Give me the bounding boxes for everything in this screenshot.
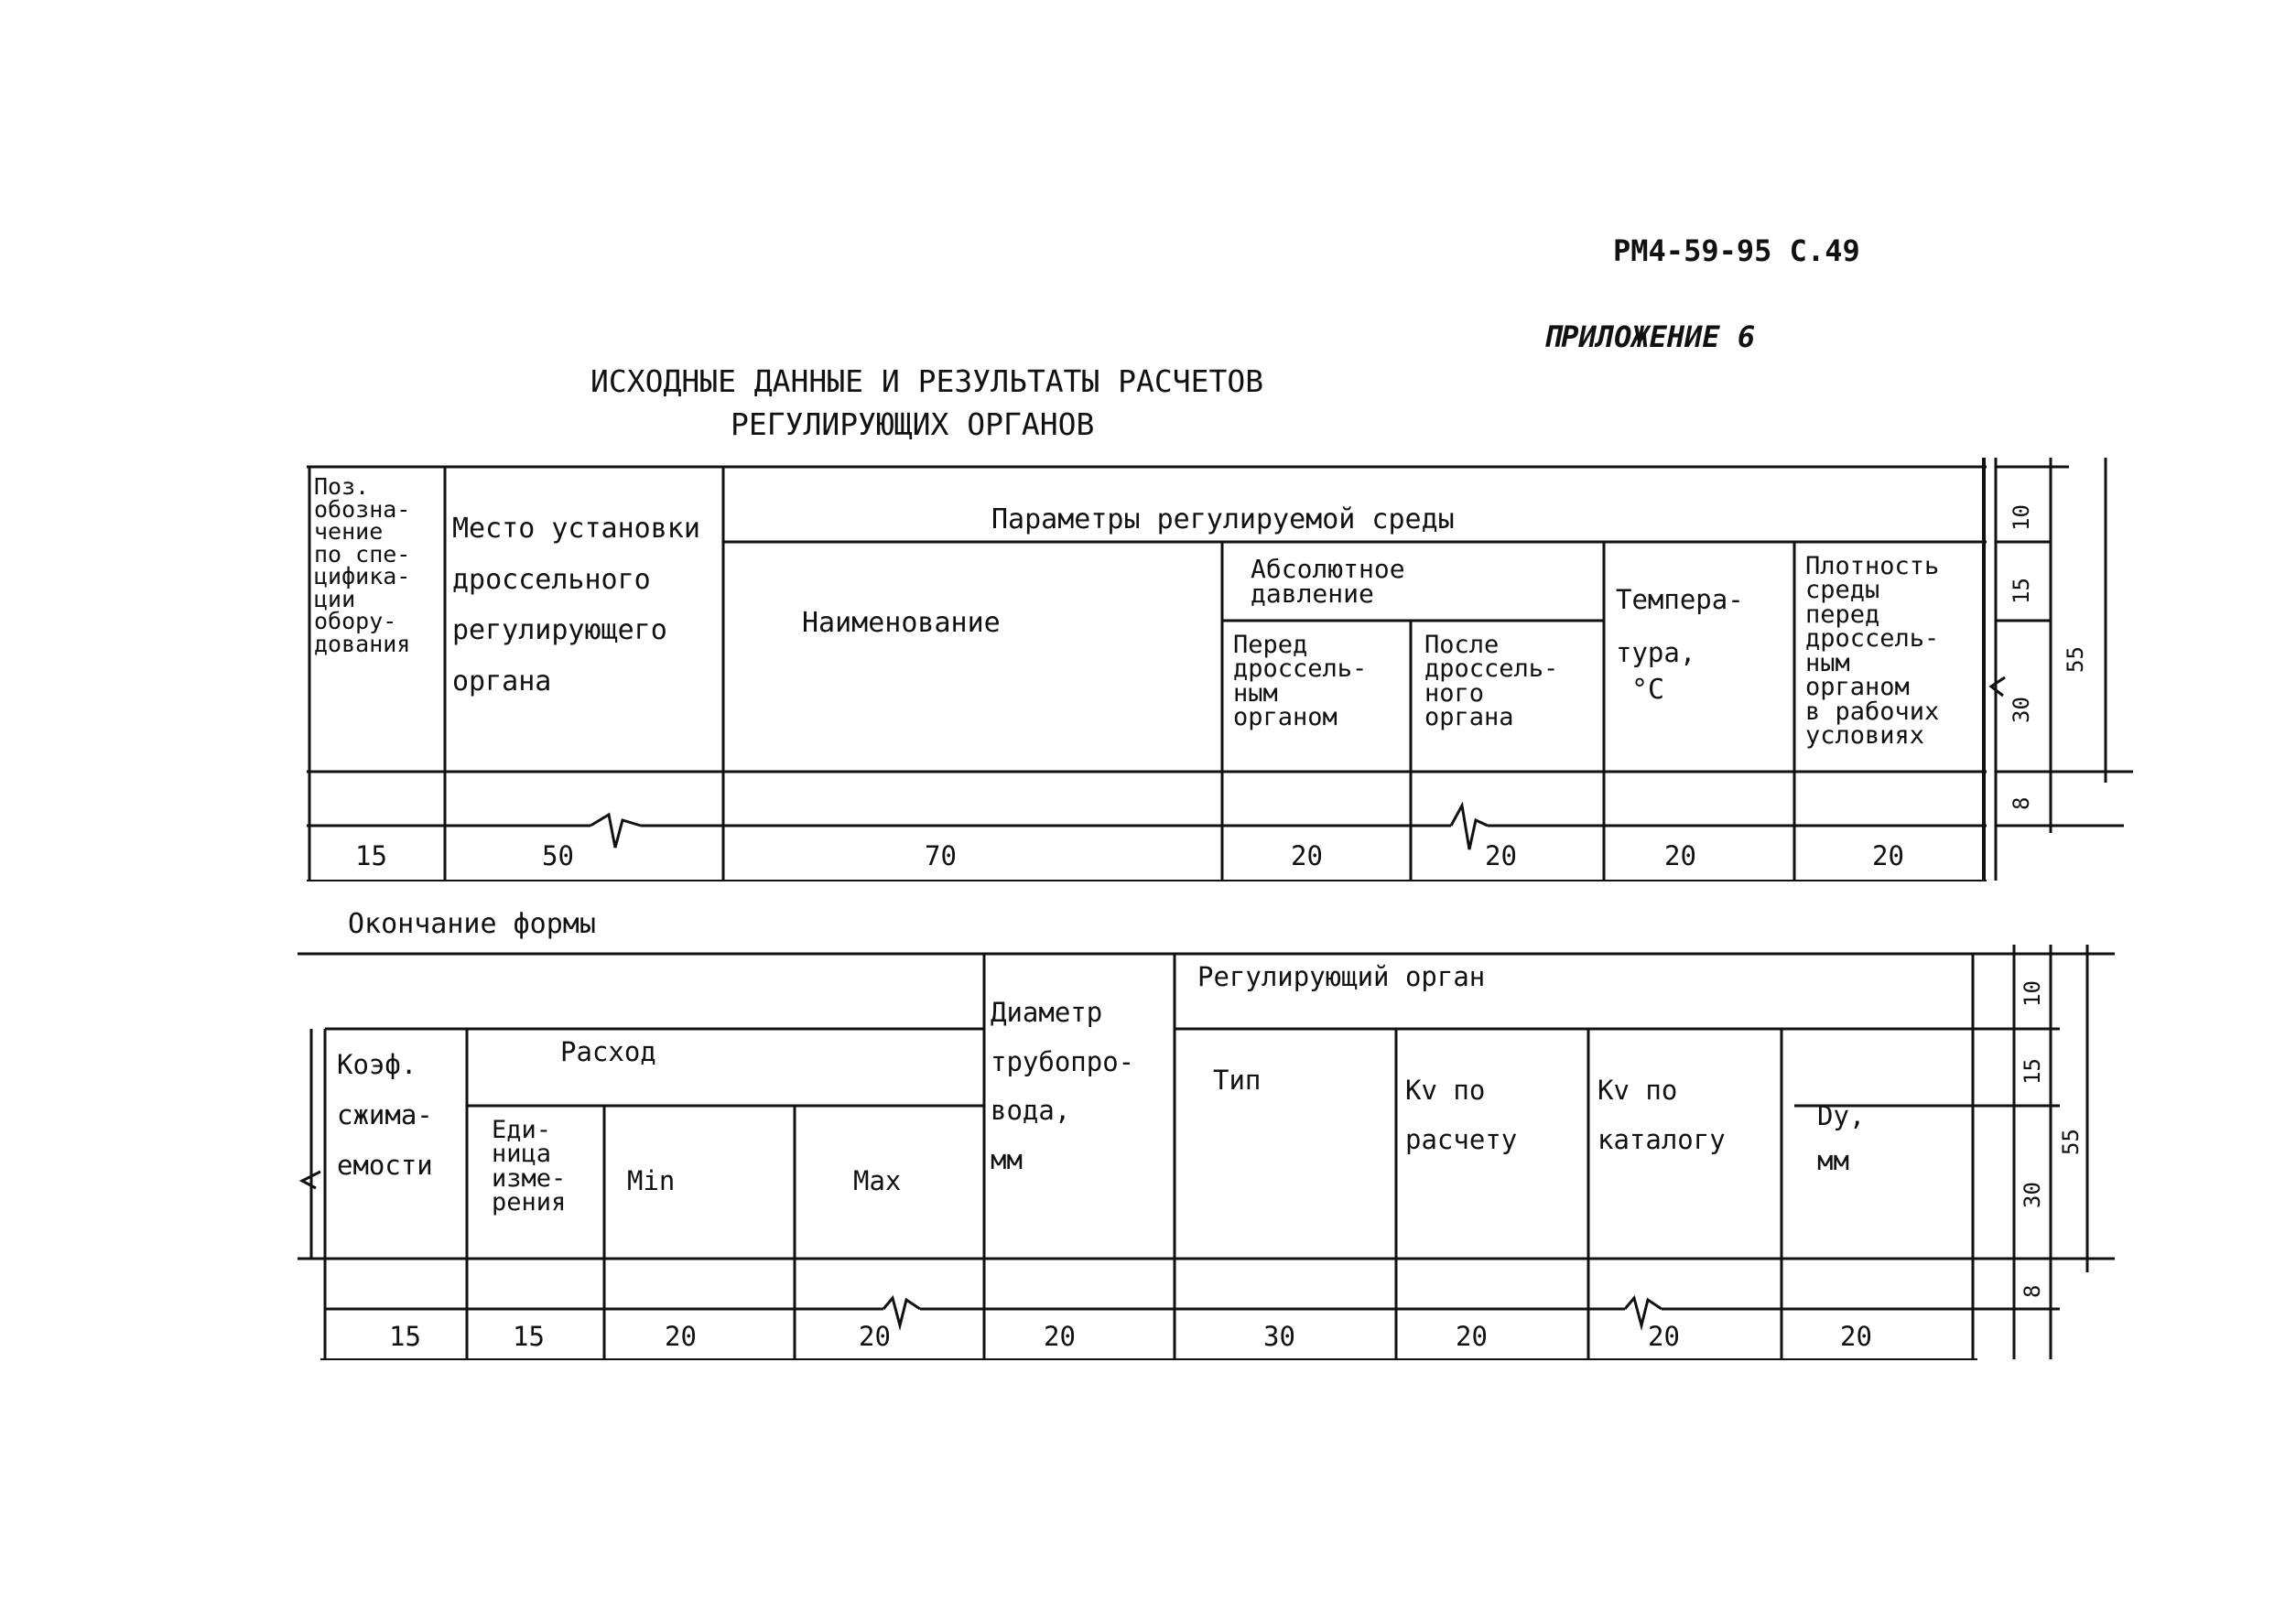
document-title-line2: РЕГУЛИРУЮЩИХ ОРГАНОВ <box>731 406 1095 442</box>
group-medium-params-header: Параметры регулируемой среды <box>991 503 1455 535</box>
group-abs-pressure-header: Абсолютное давление <box>1251 554 1405 610</box>
height-label-1: 10 <box>2009 504 2034 531</box>
width2-label-8: 20 <box>1648 1321 1680 1352</box>
height2-label-4: 8 <box>2020 1284 2045 1298</box>
col-pipe-diameter-header: Диаметр трубопро- вода, мм <box>991 997 1135 1175</box>
height2-label-1: 10 <box>2020 980 2045 1007</box>
col-temperature-header: Темпера- <box>1616 584 1744 615</box>
width2-label-4: 20 <box>859 1321 891 1352</box>
col-min-header: Min <box>627 1165 676 1196</box>
col-dy-header: Dy, мм <box>1817 1100 1866 1177</box>
group-flow-header: Расход <box>560 1036 656 1067</box>
col-install-place-header: Место установки дроссельного регулирующего органа <box>452 513 700 697</box>
width-label-5: 20 <box>1485 840 1517 871</box>
temperature-unit: °С <box>1631 674 1665 706</box>
width2-label-2: 15 <box>513 1321 545 1352</box>
width2-label-6: 30 <box>1263 1321 1295 1352</box>
height2-label-total: 55 <box>2058 1129 2084 1155</box>
width-label-7: 20 <box>1872 840 1904 871</box>
width2-label-9: 20 <box>1840 1321 1872 1352</box>
table2-caption: Окончание формы <box>348 908 596 940</box>
col-unit-header: Еди- ница изме- рения <box>492 1116 567 1217</box>
width2-label-1: 15 <box>389 1321 421 1352</box>
width-label-1: 15 <box>355 840 387 871</box>
width2-label-5: 20 <box>1044 1321 1076 1352</box>
col-before-throttle-header: Перед дроссель- ным органом <box>1233 631 1368 732</box>
width2-label-7: 20 <box>1456 1321 1488 1352</box>
col-kv-catalog-header: Kv по каталогу <box>1597 1075 1726 1155</box>
col-density-header: Плотность среды перед дроссель- ным органом в рабочих условиях <box>1805 552 1940 751</box>
width-label-6: 20 <box>1664 840 1696 871</box>
height-label-3: 30 <box>2009 697 2034 723</box>
col-kv-calc-header: Kv по расчету <box>1405 1075 1518 1155</box>
col-type-header: Тип <box>1213 1065 1262 1096</box>
width2-label-3: 20 <box>665 1321 697 1352</box>
height-label-total: 55 <box>2063 646 2088 673</box>
col-max-header: Max <box>853 1165 902 1196</box>
height-label-2: 15 <box>2009 578 2034 604</box>
group-regulating-body-header: Регулирующий орган <box>1197 961 1486 992</box>
document-reference: РМ4-59-95 С.49 <box>1613 233 1860 268</box>
height2-label-3: 30 <box>2020 1182 2045 1208</box>
col-name-header: Наименование <box>802 607 1001 639</box>
width-label-2: 50 <box>542 840 574 871</box>
document-title-line1: ИСХОДНЫЕ ДАННЫЕ И РЕЗУЛЬТАТЫ РАСЧЕТОВ <box>590 363 1264 399</box>
col-after-throttle-header: После дроссель- ного органа <box>1424 631 1559 732</box>
height2-label-2: 15 <box>2020 1058 2045 1085</box>
appendix-label: ПРИЛОЖЕНИЕ 6 <box>1543 319 1756 354</box>
width-label-4: 20 <box>1291 840 1323 871</box>
col-compressibility-header: Коэф. сжима- емости <box>337 1049 433 1182</box>
col-position-header: Поз. обозна- чение по спе- цифика- ции обору- дования <box>314 473 411 657</box>
width-label-3: 70 <box>925 840 957 871</box>
col-temperature-header-line2: тура, <box>1616 637 1696 668</box>
height-label-4: 8 <box>2009 796 2034 810</box>
